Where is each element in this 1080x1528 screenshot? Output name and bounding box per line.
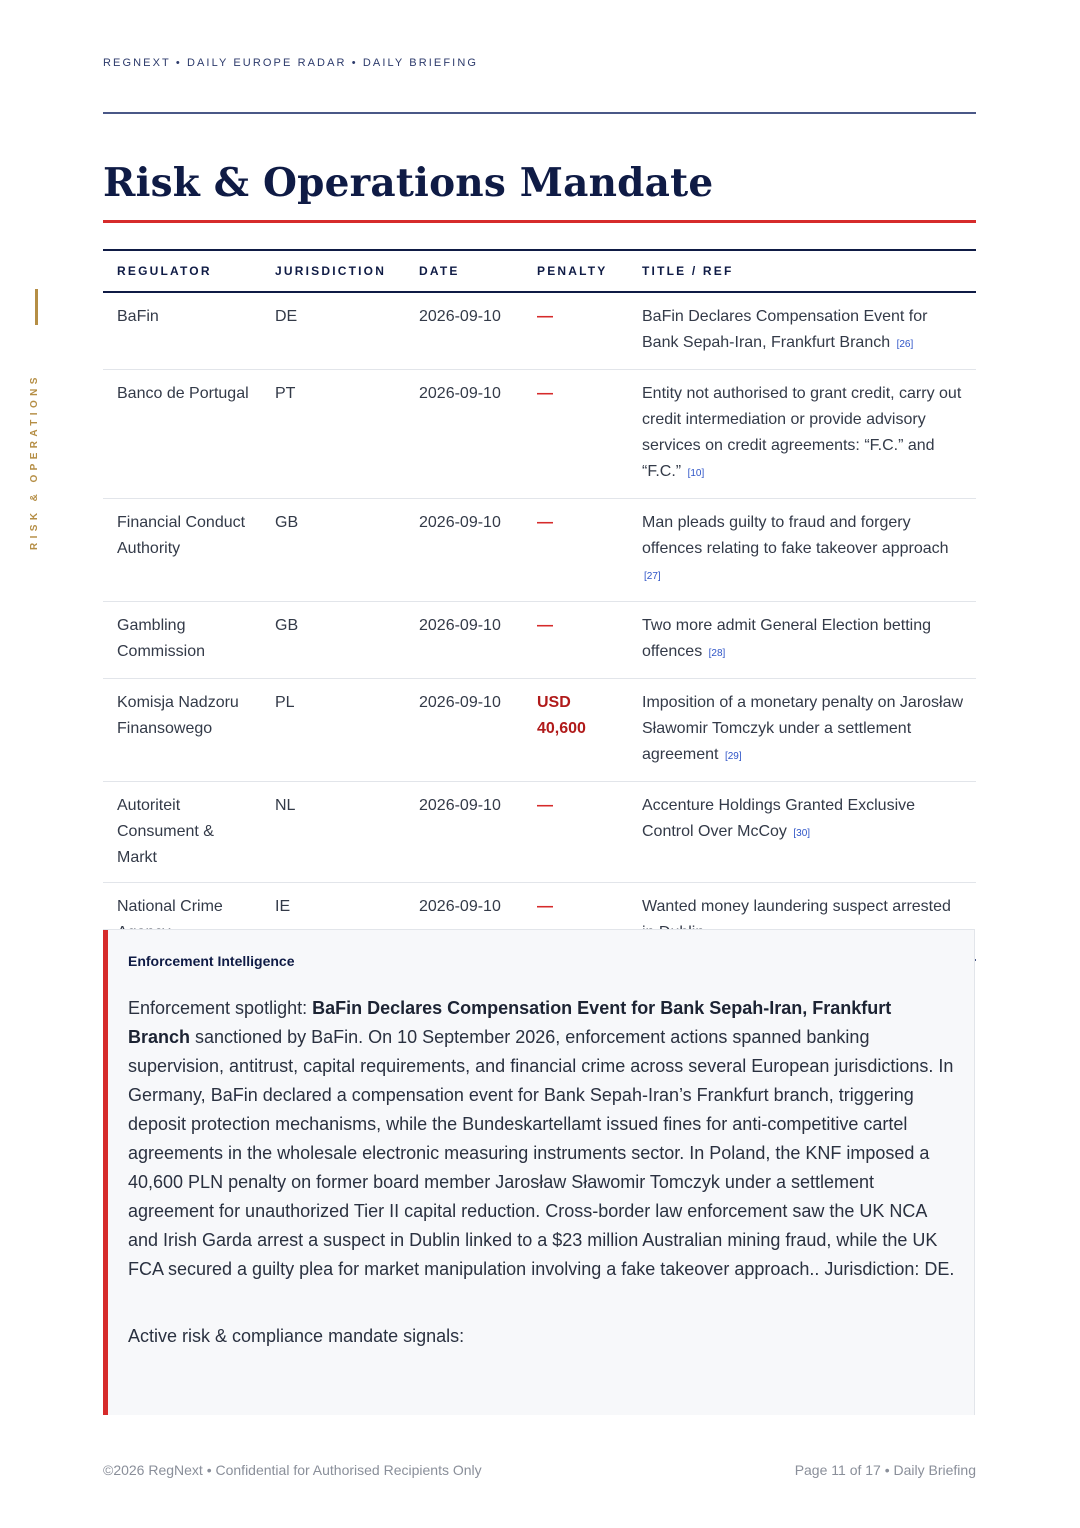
date-cell: 2026-09-10 (405, 370, 523, 499)
summary-spotlight: BaFin Declares Compensation Event for Bank Sepah-Iran, Frankfurt Branch (128, 998, 892, 1047)
penalty-cell: — (523, 370, 628, 499)
column-header-date: DATE (405, 250, 523, 292)
title-cell (628, 782, 976, 883)
jurisdiction-cell: GB (261, 499, 405, 602)
table-row (103, 499, 976, 602)
header-divider (103, 112, 976, 114)
enforcement-table (103, 249, 976, 961)
jurisdiction-cell: PT (261, 370, 405, 499)
title-text: Accenture Holdings Granted Exclusive Control Over McCoy (642, 797, 916, 840)
jurisdiction-cell: DE (261, 292, 405, 370)
side-tab-marker (35, 289, 38, 325)
footer-page-number: Page 11 of 17 • Daily Briefing (794, 1462, 976, 1478)
regulator-cell: Autoriteit Consument & Markt (103, 782, 261, 883)
penalty-cell: — (523, 292, 628, 370)
panel-accent-bar (103, 930, 108, 1415)
regulator-cell: National Crime (103, 883, 261, 961)
title-text: Imposition of a monetary penalty on Jarosław Sławomir Tomczyk under a settlement agreement (642, 694, 964, 763)
column-header-penalty: PENALTY (523, 250, 628, 292)
regulator-cell: BaFin (103, 292, 261, 370)
penalty-cell: — (523, 499, 628, 602)
title-cell (628, 679, 976, 782)
date-cell: 2026-09-10 (405, 782, 523, 883)
jurisdiction-cell: NL (261, 782, 405, 883)
title-text: Wanted money laundering suspect arrested (642, 898, 951, 915)
reference-link[interactable]: [26] (896, 339, 914, 350)
title-text: Man pleads guilty to fraud and forgery offences relating to fake takeover approach (642, 514, 949, 557)
penalty-cell: — (523, 883, 628, 961)
date-cell: 2026-09-10 (405, 499, 523, 602)
title-cell (628, 602, 976, 679)
date-cell: 2026-09-10 (405, 292, 523, 370)
table-row (103, 679, 976, 782)
title-text: BaFin Declares Compensation Event for Bank Sepah-Iran, Frankfurt Branch (642, 308, 928, 351)
panel-heading: Enforcement Intelligence (128, 953, 295, 969)
title-underline (103, 220, 976, 223)
title-cell (628, 370, 976, 499)
reference-link[interactable]: [28] (708, 648, 726, 659)
table-row (103, 782, 976, 883)
jurisdiction-cell: IE (261, 883, 405, 961)
regulator-cell: Gambling Commission (103, 602, 261, 679)
summary-body: sanctioned by BaFin. On 10 September 2026, enforcement actions spanned banking supervision, antitrust, capital requirements, and financial crime across several European jurisdictions. In Germany, BaFin declared a compensation event for Bank Sepah-Iran’s Frankfurt branch, triggering deposit protection mechanisms, while the Bundeskartellamt issued fines for anti-competitive cartel agreements in the wholesale electronic measuring instruments sector. In Poland, the KNF imposed a 40,600 PLN penalty on former board member Jarosław Sławomir Tomczyk under a settlement agreement for unauthorized Tier II capital reduction. Cross-border law enforcement saw the UK NCA and Irish Garda arrest a suspect in Dublin linked to a $23 million Australian mining fraud, while the UK FCA secured a guilty plea for market manipulation involving a fake takeover approach.. Jurisdiction: DE. (128, 1027, 955, 1279)
reference-link[interactable]: [10] (687, 468, 705, 479)
reference-link[interactable]: [27] (644, 571, 661, 582)
header-breadcrumb: REGNEXT • DAILY EUROPE RADAR • DAILY BRIEFING (103, 57, 479, 69)
column-header-title-ref: TITLE / REF (628, 250, 976, 292)
mandate-signals-label: Active risk & compliance mandate signals: (128, 1326, 465, 1346)
reference-link[interactable]: [29] (724, 751, 742, 762)
date-cell: 2026-09-10 (405, 679, 523, 782)
page-title: Risk & Operations Mandate (103, 160, 714, 206)
table-row (103, 370, 976, 499)
penalty-cell: — (523, 782, 628, 883)
side-section-label: RISK & OPERATIONS (29, 373, 40, 550)
column-header-jurisdiction: JURISDICTION (261, 250, 405, 292)
regulator-cell: Financial Conduct Authority (103, 499, 261, 602)
regulator-cell: Banco de Portugal (103, 370, 261, 499)
table-row (103, 292, 976, 370)
table-row (103, 602, 976, 679)
penalty-cell: — (523, 602, 628, 679)
title-text: Entity not authorised to grant credit, carry out credit intermediation or provide advisory services on credit agreements: “F.C.” and “F.C.” (642, 385, 962, 480)
penalty-cell: USD 40,600 (523, 679, 628, 782)
enforcement-intelligence-panel (103, 929, 975, 1415)
summary-lead: Enforcement spotlight: (128, 998, 313, 1018)
date-cell: 2026-09-10 (405, 602, 523, 679)
title-cell (628, 499, 976, 602)
date-cell: 2026-09-10 (405, 883, 523, 961)
title-cell (628, 292, 976, 370)
reference-link[interactable]: [30] (793, 828, 811, 839)
footer-copyright: ©2026 RegNext • Confidential for Authorised Recipients Only (103, 1462, 482, 1478)
jurisdiction-cell: GB (261, 602, 405, 679)
table-header-row (103, 250, 976, 292)
jurisdiction-cell: PL (261, 679, 405, 782)
title-text: Two more admit General Election betting offences (642, 617, 932, 660)
panel-summary (128, 994, 958, 1284)
column-header-regulator: REGULATOR (103, 250, 261, 292)
regulator-cell: Komisja Nadzoru Finansowego (103, 679, 261, 782)
